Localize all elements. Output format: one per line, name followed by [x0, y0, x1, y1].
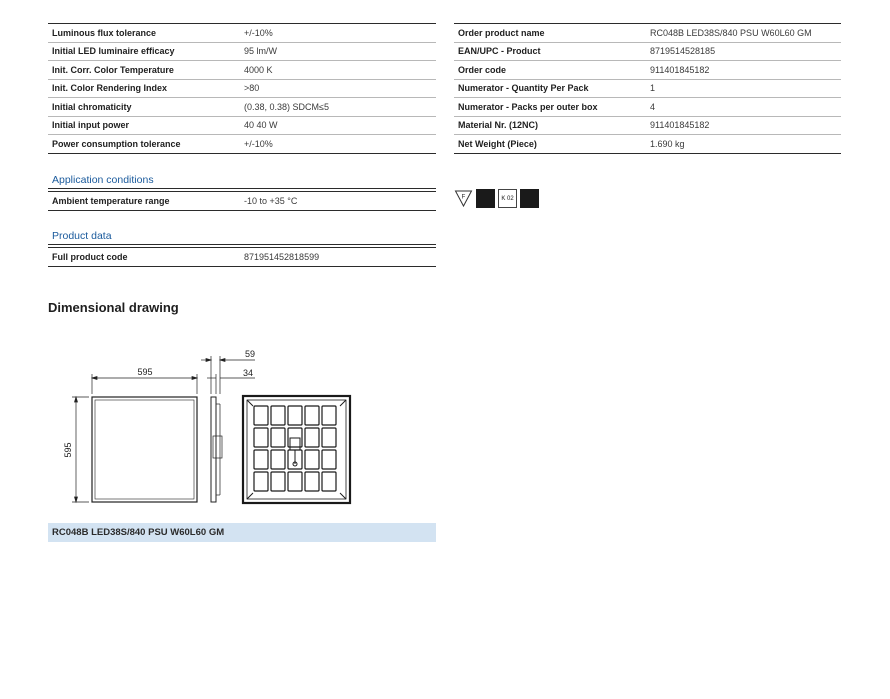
table-row	[454, 98, 841, 117]
application-conditions-heading: Application conditions	[48, 172, 436, 189]
spec-value: 8719514528185	[646, 42, 841, 61]
spec-label: Numerator - Packs per outer box	[454, 98, 646, 117]
spec-label: Init. Corr. Color Temperature	[48, 61, 240, 80]
spec-label: Ambient temperature range	[48, 192, 240, 211]
table-row	[454, 42, 841, 61]
product-data-table	[48, 247, 436, 267]
dim-depth-total-label: 59	[244, 349, 256, 359]
spec-value: >80	[240, 79, 436, 98]
dimensional-drawing-title: Dimensional drawing	[48, 300, 179, 315]
table-row	[48, 42, 436, 61]
dim-height-label: 595	[63, 442, 73, 458]
table-row	[454, 116, 841, 135]
spec-label: Full product code	[48, 248, 240, 267]
certification-marks	[454, 189, 539, 208]
spec-value: +/-10%	[240, 24, 436, 43]
table-row	[454, 24, 841, 43]
application-conditions-table	[48, 191, 436, 211]
spec-label: Luminous flux tolerance	[48, 24, 240, 43]
spec-label: Net Weight (Piece)	[454, 135, 646, 154]
class-mark-icon	[476, 189, 495, 208]
table-row	[48, 192, 436, 211]
f-mark-icon	[454, 189, 473, 208]
spec-value: 911401845182	[646, 116, 841, 135]
table-row	[48, 61, 436, 80]
spec-value: 40 40 W	[240, 116, 436, 135]
spec-value: RC048B LED38S/840 PSU W60L60 GM	[646, 24, 841, 43]
spec-label: Initial input power	[48, 116, 240, 135]
table-row	[48, 135, 436, 154]
spec-value: 911401845182	[646, 61, 841, 80]
back-view	[243, 396, 350, 503]
spec-value: 4000 K	[240, 61, 436, 80]
table-row	[48, 116, 436, 135]
spec-table-left	[48, 23, 436, 154]
spec-table-right	[454, 23, 841, 154]
table-row	[48, 98, 436, 117]
spec-label: Init. Color Rendering Index	[48, 79, 240, 98]
front-view	[72, 374, 197, 502]
class-mark-icon	[520, 189, 539, 208]
spec-label: Power consumption tolerance	[48, 135, 240, 154]
spec-value: 1.690 kg	[646, 135, 841, 154]
table-row	[48, 248, 436, 267]
table-row	[454, 61, 841, 80]
dimensional-drawing	[55, 340, 360, 515]
product-data-heading: Product data	[48, 228, 436, 245]
table-row	[48, 79, 436, 98]
spec-value: 1	[646, 79, 841, 98]
spec-value: +/-10%	[240, 135, 436, 154]
dim-width-label: 595	[137, 367, 153, 377]
spec-value: -10 to +35 °C	[240, 192, 436, 211]
spec-value: (0.38, 0.38) SDCM≤5	[240, 98, 436, 117]
table-row	[454, 79, 841, 98]
spec-label: Order product name	[454, 24, 646, 43]
spec-label: Material Nr. (12NC)	[454, 116, 646, 135]
spec-value: 871951452818599	[240, 248, 436, 267]
spec-value: 95 lm/W	[240, 42, 436, 61]
f-mark-text: F	[461, 194, 466, 201]
spec-label: EAN/UPC - Product	[454, 42, 646, 61]
drawing-caption: RC048B LED38S/840 PSU W60L60 GM	[48, 523, 436, 542]
dim-depth-body-label: 34	[242, 368, 254, 378]
spec-label: Numerator - Quantity Per Pack	[454, 79, 646, 98]
k-mark-icon: K 02	[498, 189, 517, 208]
spec-label: Initial chromaticity	[48, 98, 240, 117]
spec-label: Initial LED luminaire efficacy	[48, 42, 240, 61]
spec-value: 4	[646, 98, 841, 117]
table-row	[454, 135, 841, 154]
spec-label: Order code	[454, 61, 646, 80]
table-row	[48, 24, 436, 43]
